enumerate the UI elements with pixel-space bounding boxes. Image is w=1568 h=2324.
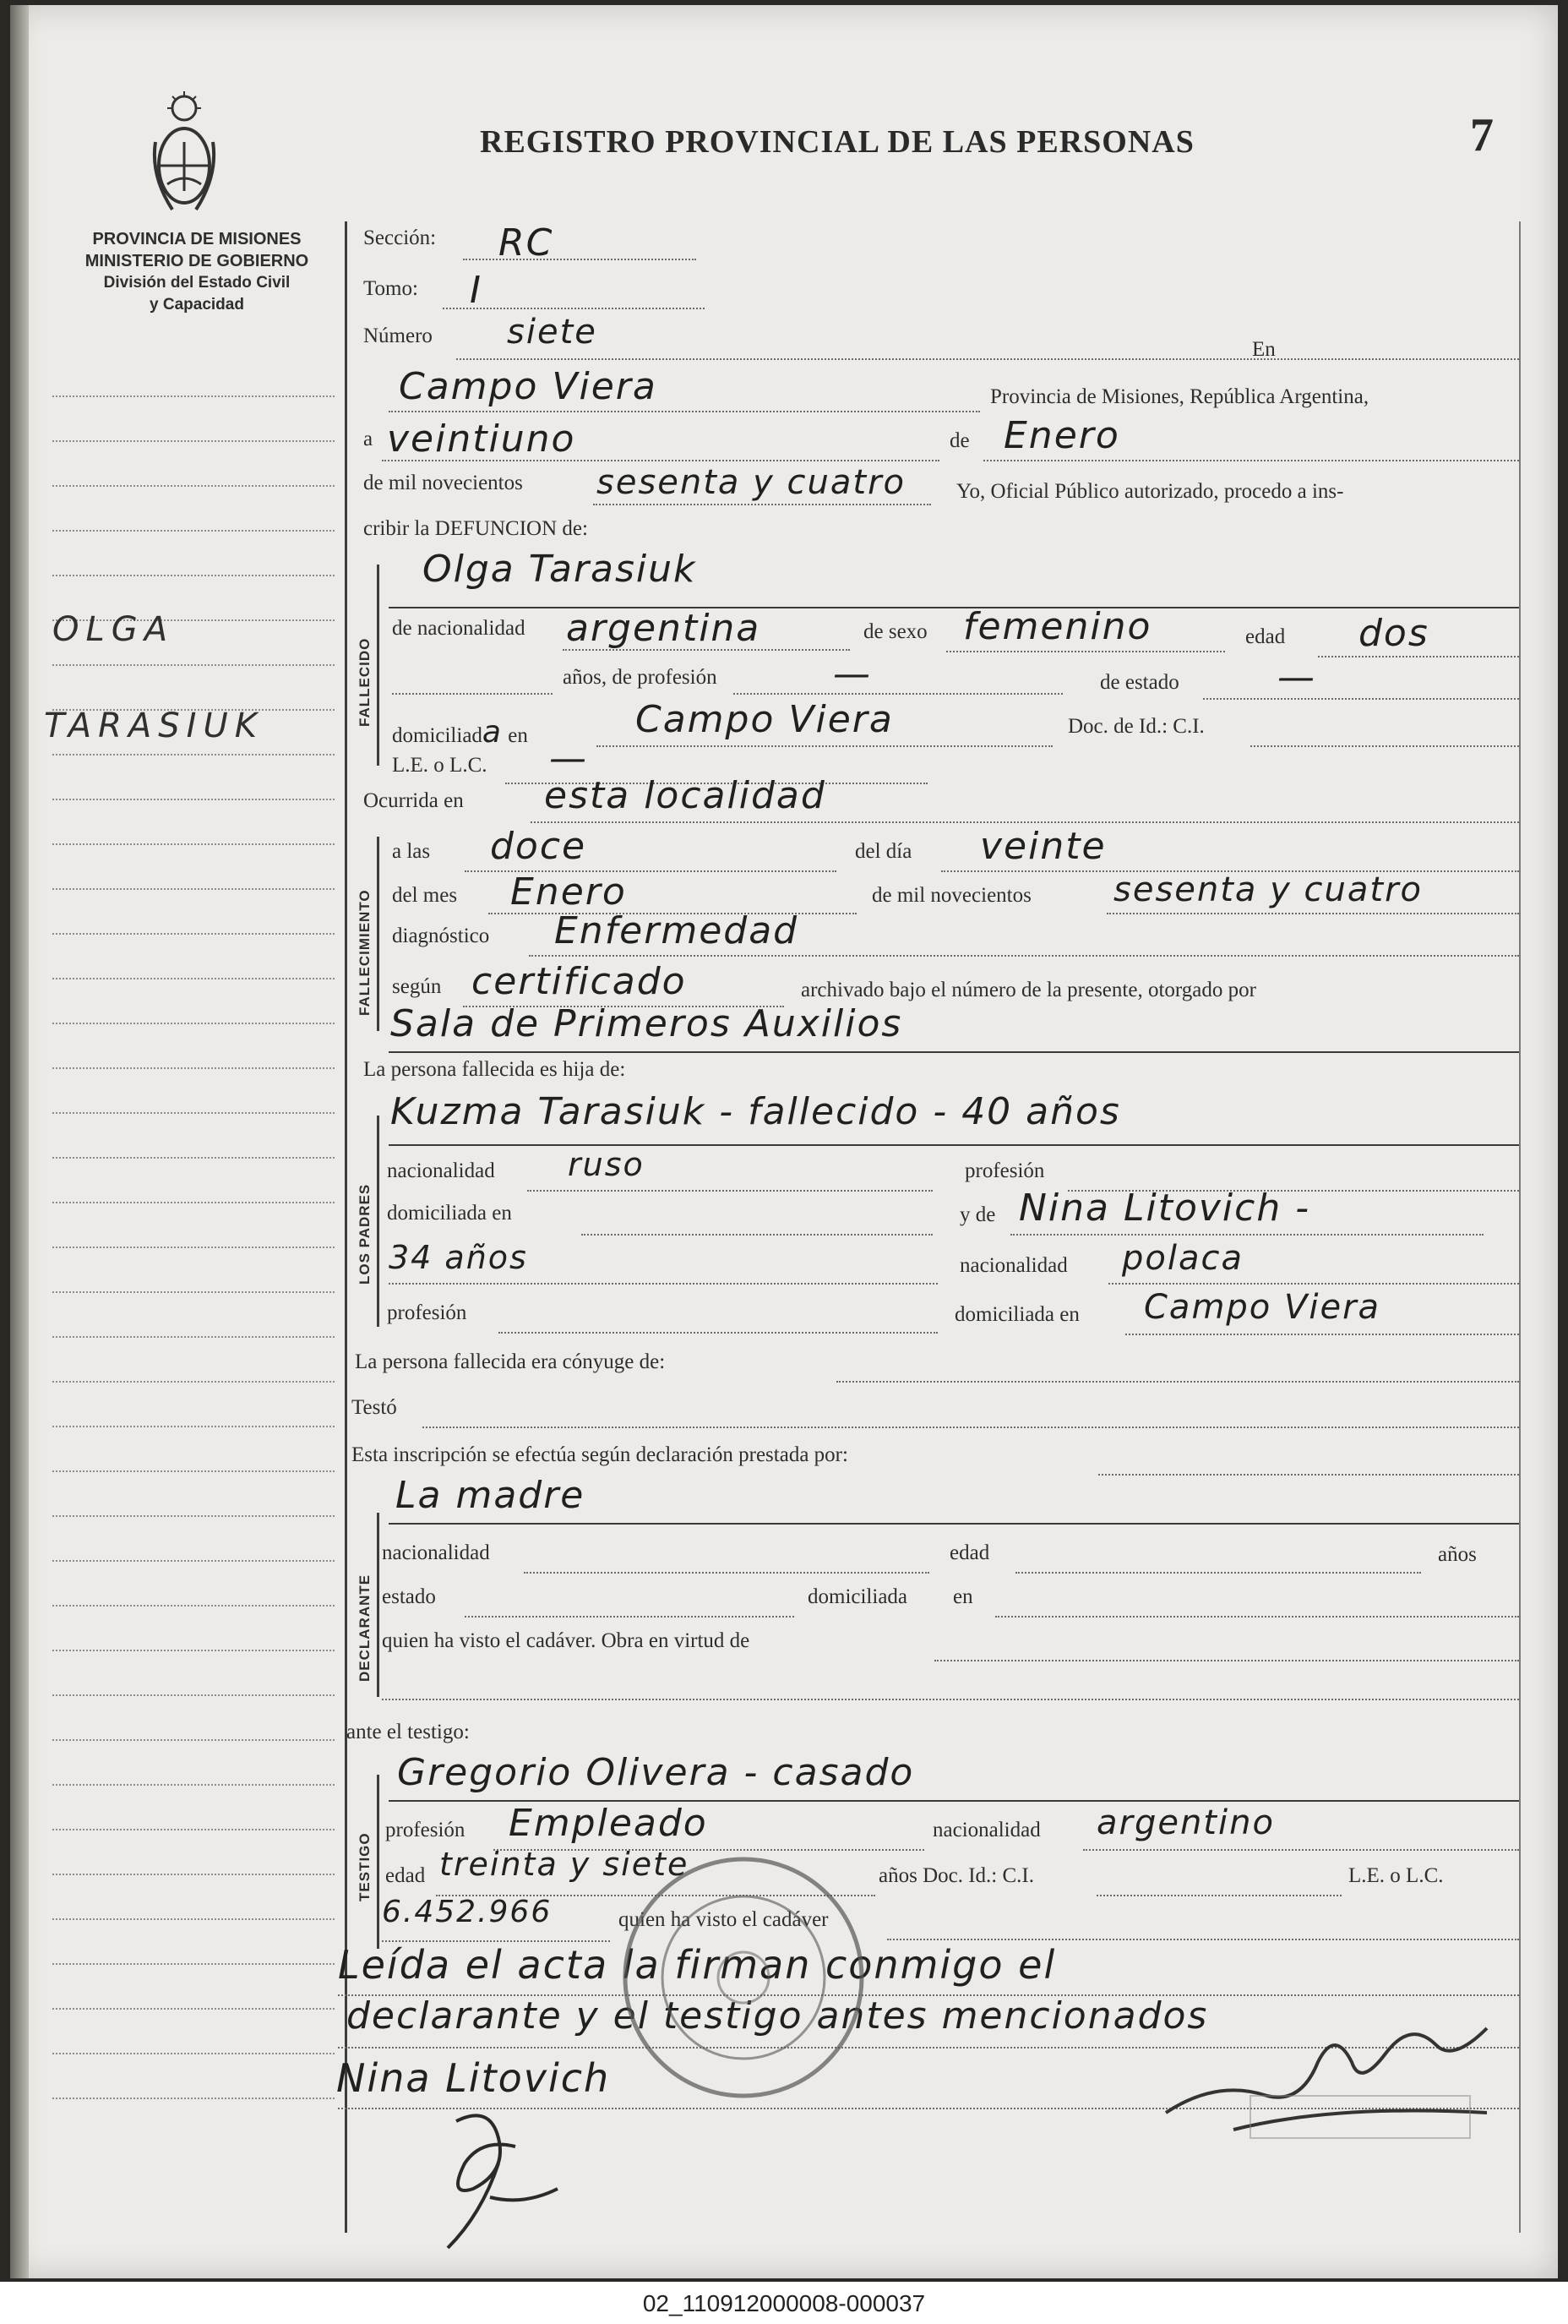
doc-label: Doc. de Id.: C.I. [1068, 715, 1205, 738]
padres-intro: La persona fallecida es hija de: [363, 1058, 626, 1081]
en-label: En [1252, 338, 1276, 361]
margin-rule [52, 754, 335, 756]
anos-line [392, 693, 553, 695]
section-label-testigo: TESTIGO [357, 1832, 373, 1901]
madre-nacionalidad-value: polaca [1122, 1239, 1244, 1278]
testigo-doc-number: 6.452.966 [382, 1895, 553, 1929]
padre-profesion-label: profesión [965, 1159, 1045, 1182]
hora-value: doce [490, 825, 587, 868]
section-label-padres: LOS PADRES [357, 1183, 373, 1285]
numero-value: siete [507, 313, 597, 352]
diagnostico-value: Enfermedad [554, 909, 799, 952]
segun-value: certificado [471, 960, 687, 1003]
le-label: L.E. o L.C. [392, 754, 487, 777]
declarante-estado-label: estado [382, 1585, 436, 1608]
edad-line [1318, 656, 1519, 657]
margin-rule [52, 933, 335, 935]
section-label-fallecido: FALLECIDO [357, 637, 373, 727]
margin-rule [52, 1381, 335, 1383]
madre-line [1010, 1234, 1484, 1236]
margin-rule [52, 1112, 335, 1114]
anos-profesion-label: años, de profesión [563, 666, 717, 689]
declarante-domicilio-line [995, 1616, 1519, 1618]
declarante-bar [377, 1513, 379, 1697]
inscribir-text: cribir la DEFUNCION de: [363, 517, 588, 540]
margin-rule [52, 1784, 335, 1786]
madre-nacionalidad-label: nacionalidad [960, 1254, 1068, 1277]
testigo-name: Gregorio Olivera - casado [397, 1751, 915, 1794]
declaracion-label: Esta inscripción se efectúa según declaración prestada por: [351, 1443, 848, 1466]
madre-domicilio-value: Campo Viera [1144, 1288, 1381, 1327]
margin-rule [52, 2053, 335, 2054]
margin-rule [52, 1739, 335, 1741]
section-label-fallecimiento: FALLECIMIENTO [357, 889, 373, 1016]
margin-rule [52, 1336, 335, 1338]
padre-domicilio-line [581, 1234, 933, 1236]
witness-signature [422, 2096, 591, 2265]
margin-rule [52, 1829, 335, 1830]
edad-value: dos [1358, 612, 1429, 655]
margin-rule [52, 1874, 335, 1875]
domicilio-label [392, 715, 528, 750]
tomo-value: I [470, 269, 482, 312]
page-number: 7 [1470, 109, 1494, 161]
estado-label: de estado [1100, 671, 1179, 694]
mother-age: 34 años [389, 1239, 528, 1276]
ocurrida-value: esta localidad [544, 774, 826, 817]
page-title: REGISTRO PROVINCIAL DE LAS PERSONAS [480, 124, 1195, 160]
nacionalidad-value: argentina [566, 607, 761, 650]
province-text: Provincia de Misiones, República Argentina, [990, 385, 1369, 408]
testigo-nacionalidad-label: nacionalidad [933, 1819, 1041, 1841]
year-value: sesenta y cuatro [596, 463, 906, 502]
mes-label: del mes [392, 884, 458, 907]
anio-label: de mil novecientos [872, 884, 1032, 907]
declarante-nacionalidad-line [524, 1572, 929, 1574]
book-binding [10, 5, 29, 2278]
margin-rule [52, 575, 335, 576]
sexo-label: de sexo [863, 620, 928, 643]
oficial-text: Yo, Oficial Público autorizado, procedo a ins- [956, 480, 1344, 503]
dia-label: del día [855, 840, 912, 863]
testigo-doc-label: años Doc. Id.: C.I. [879, 1864, 1034, 1887]
closing-line-3: Nina Litovich [336, 2055, 611, 2101]
margin-rule [52, 1426, 335, 1427]
anio-line [1107, 913, 1519, 914]
day-value: veintiuno [387, 417, 576, 461]
le-value: — [549, 737, 588, 780]
margin-given-name: OLGA [52, 610, 175, 649]
profesion-value: — [833, 652, 872, 696]
declarante-edad-label: edad [950, 1541, 990, 1564]
y-de-label: y de [960, 1203, 996, 1226]
declarante-name: La madre [395, 1474, 585, 1517]
testigo-nacionalidad-line [1083, 1849, 1519, 1851]
margin-rule [52, 2008, 335, 2010]
domicilio-value: Campo Viera [635, 698, 894, 741]
domicilio-label-text: domiciliad [392, 724, 482, 747]
margin-rule [52, 1918, 335, 1920]
margin-surname: TARASIUK [44, 706, 264, 745]
margin-rule [52, 1650, 335, 1651]
edad-label: edad [1245, 625, 1286, 648]
declarante-estado-line [465, 1616, 794, 1618]
numero-label: Número [363, 325, 433, 347]
closing-line-2: declarante y el testigo antes mencionados [346, 1994, 1209, 2038]
testigo-visto-label: quien ha visto el cadáver [618, 1908, 829, 1931]
year-prefix: de mil novecientos [363, 472, 523, 494]
margin-rule [52, 843, 335, 845]
diagnostico-label: diagnóstico [392, 925, 490, 947]
margin-rule [52, 1605, 335, 1607]
margin-rule [52, 1067, 335, 1069]
declarante-en-label: en [953, 1585, 973, 1608]
declarante-visto-label: quien ha visto el cadáver. Obra en virtud de [382, 1629, 750, 1652]
official-signature [1149, 2011, 1504, 2155]
conyuge-line [836, 1381, 1519, 1383]
deceased-name-line [389, 607, 1519, 608]
mother-age-line [389, 1283, 938, 1285]
footer-id: 02_110912000008-000037 [642, 2290, 926, 2316]
estado-value: — [1277, 656, 1316, 699]
mother-name: Nina Litovich - [1019, 1187, 1311, 1230]
ocurrida-line [531, 821, 1519, 823]
place-value: Campo Viera [399, 365, 657, 408]
padre-nacionalidad-label: nacionalidad [387, 1159, 495, 1182]
issuer-block [51, 228, 343, 316]
year-line [593, 504, 931, 505]
madre-domicilio-label: domiciliada en [955, 1303, 1080, 1326]
margin-rule [52, 978, 335, 979]
tomo-label: Tomo: [363, 277, 418, 300]
mes-value: Enero [510, 870, 627, 914]
ministry-name: MINISTERIO DE GOBIERNO [84, 252, 309, 270]
domicilio-line [596, 745, 1053, 747]
declaracion-line [1098, 1474, 1519, 1476]
sexo-line [946, 651, 1225, 652]
margin-rule [52, 485, 335, 487]
otorgado-line [389, 1051, 1519, 1053]
declarante-nacionalidad-label: nacionalidad [382, 1541, 490, 1564]
profesion-line [733, 693, 1063, 695]
declarante-edad-line [1015, 1572, 1421, 1574]
fallecido-bar [377, 565, 379, 766]
section-label-declarante: DECLARANTE [357, 1574, 373, 1682]
father-line [389, 1144, 1519, 1146]
margin-rule [52, 1515, 335, 1517]
closing-line-1: Leída el acta la firman conmigo el [338, 1942, 1057, 1988]
testigo-le-label: L.E. o L.C. [1348, 1864, 1444, 1887]
division-name-2: y Capacidad [150, 296, 244, 314]
doc-line [1250, 745, 1519, 747]
conyuge-label: La persona fallecida era cónyuge de: [355, 1350, 666, 1373]
testigo-profesion-value: Empleado [509, 1802, 708, 1845]
margin-rule [52, 1560, 335, 1562]
testo-line [422, 1427, 1519, 1428]
margin-rule [52, 2098, 335, 2099]
margin-rule [52, 396, 335, 397]
margin-rule [52, 664, 335, 666]
de-label: de [950, 429, 970, 452]
fallecimiento-bar [377, 837, 379, 1031]
margin-rule [52, 1291, 335, 1293]
a-label: a [363, 428, 373, 450]
province-name: PROVINCIA DE MISIONES [92, 230, 302, 248]
declarante-visto-line [934, 1660, 1519, 1661]
declarante-domiciliada-label: domiciliada [808, 1585, 908, 1608]
father-name: Kuzma Tarasiuk - fallecido - 40 años [390, 1090, 1121, 1133]
place-line [389, 411, 980, 412]
margin-rule [52, 1694, 335, 1696]
anio-value: sesenta y cuatro [1113, 870, 1424, 909]
margin-rule [52, 1247, 335, 1248]
testigo-doc-line [1097, 1895, 1342, 1896]
estado-line [1203, 698, 1519, 700]
sexo-value: femenino [963, 605, 1152, 648]
segun-label: según [392, 975, 442, 998]
margin-rule [52, 1202, 335, 1203]
month-value: Enero [1004, 414, 1120, 457]
madre-domicilio-line [1125, 1334, 1519, 1335]
madre-profesion-line [498, 1332, 938, 1334]
testigo-intro: ante el testigo: [346, 1721, 470, 1743]
right-border [1519, 221, 1521, 2233]
madre-profesion-label: profesión [387, 1301, 467, 1324]
domicilio-suffix: a [482, 715, 503, 750]
declarante-extra-line [382, 1699, 1519, 1700]
margin-rule [52, 1963, 335, 1965]
testigo-visto-line [887, 1939, 1519, 1940]
padre-nacionalidad-value: ruso [568, 1146, 645, 1183]
hora-label: a las [392, 840, 431, 863]
padre-nacionalidad-line [527, 1190, 933, 1192]
testo-label: Testó [351, 1396, 397, 1419]
testigo-edad-value: treinta y siete [439, 1846, 689, 1883]
declarante-anos-label: años [1438, 1543, 1477, 1566]
margin-rule [52, 530, 335, 532]
coat-of-arms-emblem [149, 91, 220, 218]
ocurrida-label: Ocurrida en [363, 789, 464, 812]
declarante-name-line [389, 1523, 1519, 1525]
madre-nacionalidad-line [1108, 1283, 1519, 1285]
testigo-profesion-label: profesión [385, 1819, 466, 1841]
margin-rule [52, 799, 335, 800]
domicilio-en: en [508, 724, 528, 747]
margin-rule [52, 1157, 335, 1159]
numero-line [456, 358, 1519, 360]
testigo-nacionalidad-value: argentino [1097, 1803, 1275, 1842]
margin-rule [52, 1470, 335, 1472]
nacionalidad-label: de nacionalidad [392, 617, 525, 640]
division-name: División del Estado Civil [103, 274, 291, 292]
dia-value: veinte [980, 825, 1107, 868]
margin-rule [52, 440, 335, 442]
testigo-edad-label: edad [385, 1864, 426, 1887]
padres-bar [377, 1116, 379, 1327]
archivado-text: archivado bajo el número de la presente, otorgado por [801, 979, 1256, 1001]
official-seal-stamp [617, 1847, 870, 2109]
month-line [983, 460, 1519, 461]
margin-divider [345, 221, 347, 2233]
diagnostico-line [529, 955, 1519, 957]
seccion-value: RC [498, 221, 554, 265]
testigo-bar [377, 1775, 379, 1949]
padre-domicilio-label: domiciliada en [387, 1202, 512, 1225]
deceased-name: Olga Tarasiuk [422, 548, 697, 591]
margin-rule [52, 888, 335, 890]
seccion-label: Sección: [363, 226, 437, 249]
margin-rule [52, 1023, 335, 1024]
otorgado-value: Sala de Primeros Auxilios [390, 1002, 903, 1045]
